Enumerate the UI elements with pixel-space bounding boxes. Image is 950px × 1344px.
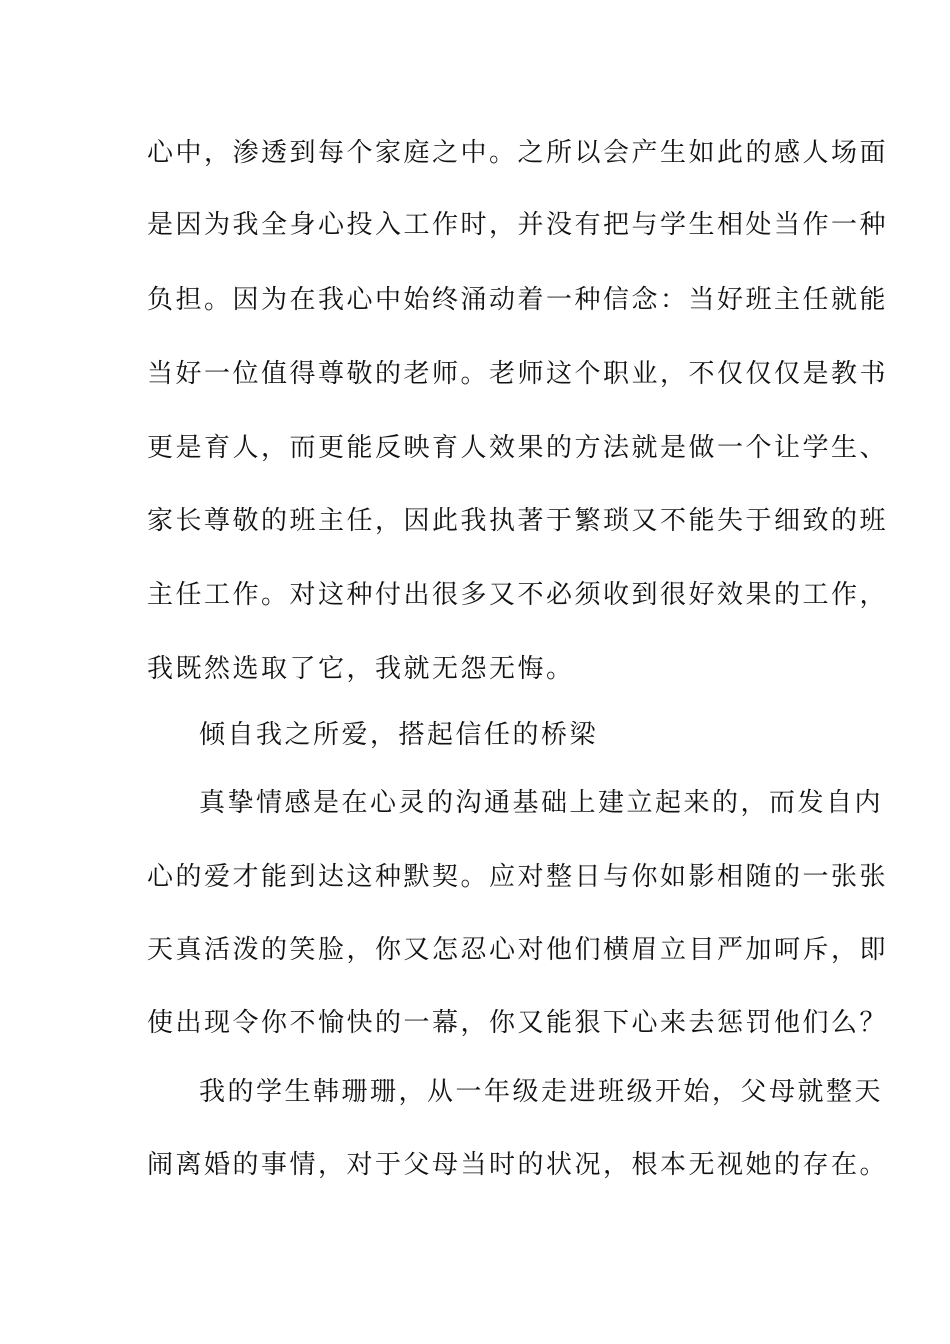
paragraph-line: 心中，渗透到每个家庭之中。之所以会产生如此的感人场面 xyxy=(147,138,889,168)
paragraph-line: 更是育人，而更能反映育人效果的方法就是做一个让学生、 xyxy=(147,433,889,463)
paragraph-line: 主任工作。对这种付出很多又不必须收到很好效果的工作， xyxy=(147,580,889,610)
paragraph-line: 使出现令你不愉快的一幕，你又能狠下心来去惩罚他们么？ xyxy=(147,1008,889,1038)
section-heading: 倾自我之所爱，搭起信任的桥梁 xyxy=(199,720,599,750)
paragraph-line: 当好一位值得尊敬的老师。老师这个职业，不仅仅仅是教书 xyxy=(147,359,889,389)
paragraph-line: 心的爱才能到达这种默契。应对整日与你如影相随的一张张 xyxy=(147,862,889,892)
paragraph-line: 真挚情感是在心灵的沟通基础上建立起来的，而发自内 xyxy=(199,788,884,818)
paragraph-line: 闹离婚的事情，对于父母当时的状况，根本无视她的存在。 xyxy=(147,1150,889,1180)
paragraph-line: 是因为我全身心投入工作时，并没有把与学生相处当作一种 xyxy=(147,210,889,240)
paragraph-line: 天真活泼的笑脸，你又怎忍心对他们横眉立目严加呵斥，即 xyxy=(147,935,889,965)
paragraph-line: 负担。因为在我心中始终涌动着一种信念：当好班主任就能 xyxy=(147,285,889,315)
paragraph-line: 我既然选取了它，我就无怨无悔。 xyxy=(147,654,575,684)
paragraph-line: 家长尊敬的班主任，因此我执著于繁琐又不能失于细致的班 xyxy=(147,506,889,536)
paragraph-line: 我的学生韩珊珊，从一年级走进班级开始，父母就整天 xyxy=(199,1077,884,1107)
